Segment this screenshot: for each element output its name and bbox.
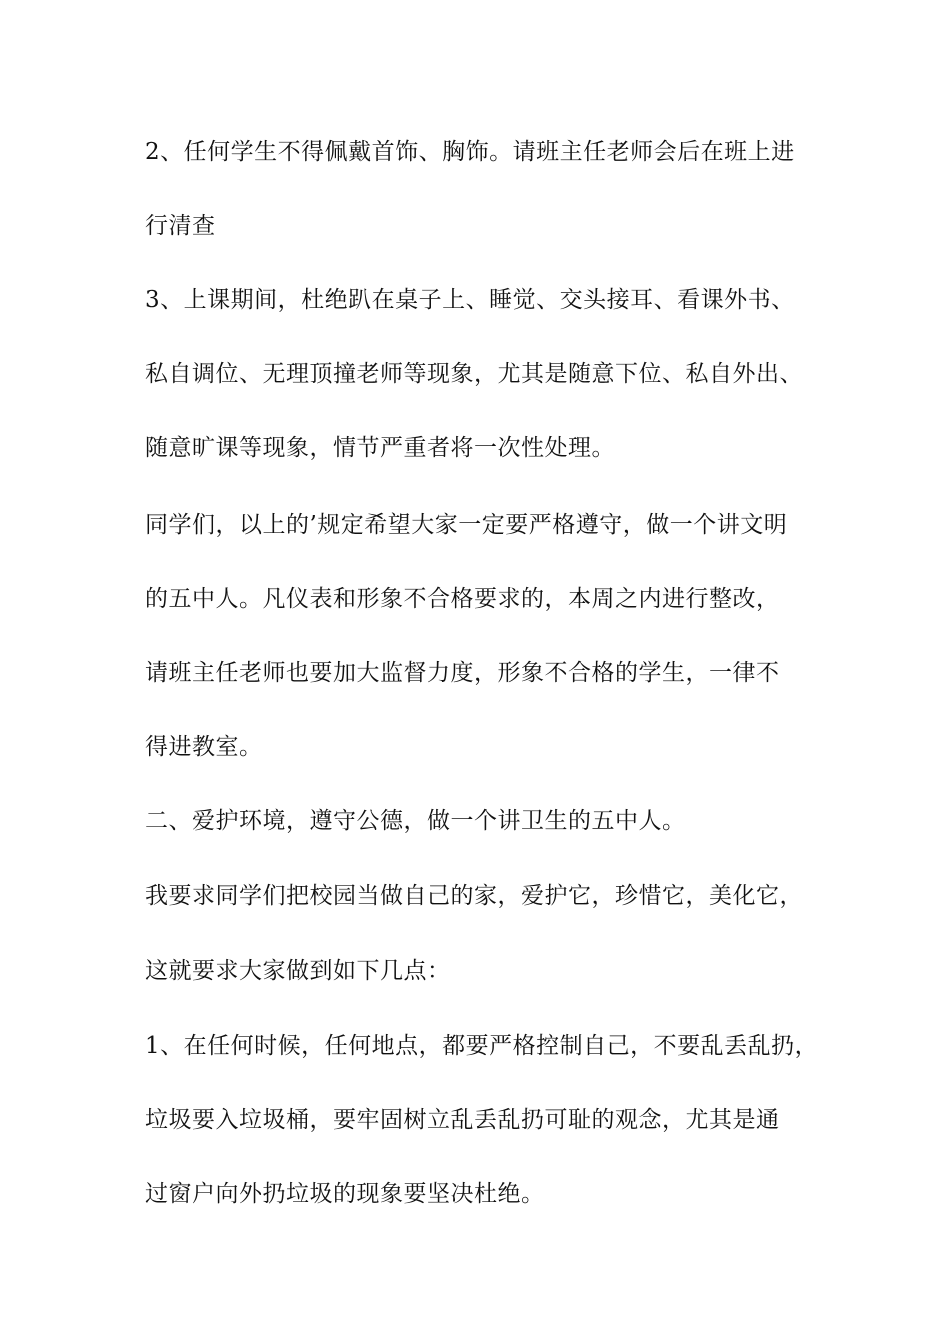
paragraph-line: 随意旷课等现象，情节严重者将一次性处理。	[145, 435, 615, 461]
paragraph-line: 2、任何学生不得佩戴首饰、胸饰。请班主任老师会后在班上进	[145, 139, 795, 165]
section-heading: 二、爱护环境，遵守公德，做一个讲卫生的五中人。	[145, 808, 686, 834]
paragraph-line: 这就要求大家做到如下几点：	[145, 958, 451, 984]
paragraph-line: 请班主任老师也要加大监督力度，形象不合格的学生，一律不	[145, 660, 780, 686]
paragraph-line: 过窗户向外扔垃圾的现象要坚决杜绝。	[145, 1181, 545, 1207]
paragraph-line: 垃圾要入垃圾桶，要牢固树立乱丢乱扔可耻的观念，尤其是通	[145, 1107, 780, 1133]
paragraph-line: 3、上课期间，杜绝趴在桌子上、睡觉、交头接耳、看课外书、	[145, 287, 795, 313]
paragraph-line: 我要求同学们把校园当做自己的家，爱护它，珍惜它，美化它，	[145, 883, 803, 909]
paragraph-line: 行清查	[145, 213, 216, 239]
paragraph-line: 得进教室。	[145, 734, 263, 760]
paragraph-line: 1、在任何时候，任何地点，都要严格控制自己，不要乱丢乱扔，	[145, 1033, 819, 1059]
paragraph-line: 同学们，以上的’规定希望大家一定要严格遵守，做一个讲文明	[145, 512, 788, 538]
paragraph-line: 的五中人。凡仪表和形象不合格要求的，本周之内进行整改，	[145, 586, 780, 612]
paragraph-line: 私自调位、无理顶撞老师等现象，尤其是随意下位、私自外出、	[145, 361, 803, 387]
